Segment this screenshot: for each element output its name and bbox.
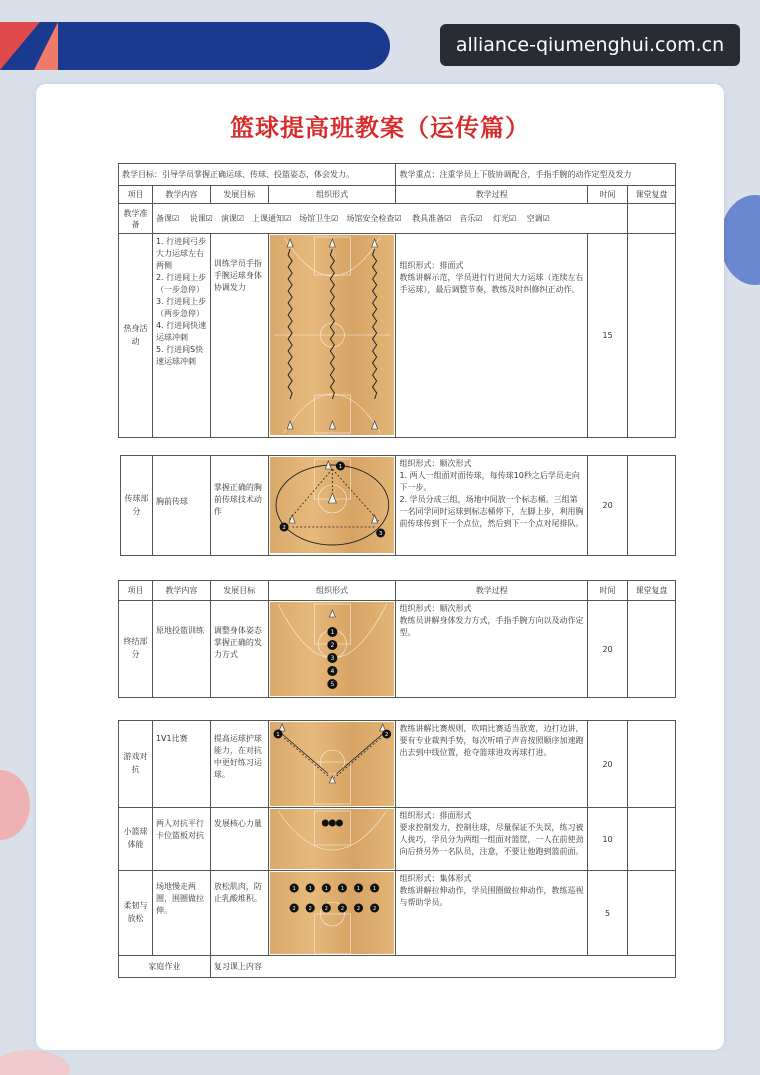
homework-label: 家庭作业 xyxy=(119,956,211,978)
lesson-table-passing xyxy=(120,455,676,556)
stretch-time: 5 xyxy=(588,871,628,956)
physical-goal: 发展核心力量 xyxy=(210,808,268,871)
stretch-num-2d: 2 xyxy=(340,906,344,912)
stretch-num-1f: 1 xyxy=(372,886,376,892)
stretch-num-1d: 1 xyxy=(340,886,344,892)
stretch-num-2c: 2 xyxy=(324,906,328,912)
passing-time: 20 xyxy=(588,456,628,556)
header-review: 课堂复盘 xyxy=(628,186,676,204)
stretch-num-1c: 1 xyxy=(324,886,328,892)
game-player-2-number: 2 xyxy=(384,732,389,738)
teaching-objective: 教学目标：引导学员掌握正确运球、传球、投篮姿态，体会发力。 xyxy=(119,164,396,186)
passing-content: 胸前传球 xyxy=(152,456,210,556)
passing-player-3-number: 3 xyxy=(378,531,383,537)
warmup-label: 热身活动 xyxy=(119,234,153,438)
stretch-court-diagram xyxy=(268,871,396,956)
finishing-process: 组织形式：顺次形式 教练员讲解身体发力方式，手指手腕方向以及动作定型。 xyxy=(396,601,588,698)
passing-goal: 掌握正确的胸前传球技术动作 xyxy=(210,456,268,556)
decor-circle-left xyxy=(0,770,30,840)
stretch-process: 组织形式：集体形式 教练讲解拉伸动作，学员围圈做拉伸动作，教练巡视与帮助学员。 xyxy=(396,871,588,956)
header-time: 时间 xyxy=(588,186,628,204)
header-dev-goal: 发展目标 xyxy=(210,186,268,204)
game-player-1-number: 1 xyxy=(276,732,280,738)
passing-court-diagram xyxy=(268,456,396,556)
lesson-table-finishing xyxy=(118,580,676,698)
header-time-2: 时间 xyxy=(588,581,628,601)
stretch-num-1a: 1 xyxy=(292,886,296,892)
warmup-goal: 训练学员手指手腕运球身体协调发力 xyxy=(210,234,268,438)
finishing-player-2-number: 2 xyxy=(330,642,335,649)
game-time: 20 xyxy=(588,721,628,808)
banner-triangle-pink xyxy=(34,22,58,70)
finishing-player-3-number: 3 xyxy=(330,655,335,662)
decor-circle-bottom xyxy=(0,1050,70,1075)
page-title: 篮球提高班教案（运传篇） xyxy=(230,114,530,142)
passing-player-1-number: 1 xyxy=(338,464,342,470)
warmup-content: 1. 行进间弓步大力运球左右两侧 2. 行进间上步（一步急停） 3. 行进间上步（两步急停） 4. 行进间快速运球冲刺 5. 行进间S快速运球冲刺 xyxy=(152,234,210,438)
header-project-2: 项目 xyxy=(119,581,153,601)
stretch-num-2f: 2 xyxy=(372,906,376,912)
header-process: 教学过程 xyxy=(396,186,588,204)
physical-time: 10 xyxy=(588,808,628,871)
physical-content: 两人对抗平行卡位篮板对抗 xyxy=(152,808,210,871)
game-process: 教练讲解比赛规则，吹哨比赛适当放宽，边打边讲，要有专业裁判手势，每次听哨子声音按照顺序加速跑出去到中线位置，抢夺篮球进攻再球打进。 xyxy=(396,721,588,808)
header-dev-goal-2: 发展目标 xyxy=(210,581,268,601)
physical-process: 组织形式：排面形式 要求控制发力，控制往球，尽量保证不失误，练习被人拢巧，学员分为两组一组面对篮筐，一人在前使劲向后挤另外一名队员，注意，不要让他跑到篮前面。 xyxy=(396,808,588,871)
passing-process: 组织形式：顺次形式 1. 两人一组面对面传球，每传球10秒之后学员走向下一步。 2. 学员分成三组，场地中间放一个标志桶。三组第一名同学同时运球到标志桶停下，左脚上步，利用胸前传球传到下一个点位，然后到下一个点对尾排队。 xyxy=(396,456,588,556)
passing-player-2-number: 2 xyxy=(282,525,286,531)
game-label: 游戏对抗 xyxy=(119,721,153,808)
game-content: 1V1比赛 xyxy=(152,721,210,808)
prep-label: 教学准备 xyxy=(119,204,153,234)
header-content: 教学内容 xyxy=(152,186,210,204)
game-court-diagram xyxy=(268,721,396,808)
stretch-num-2b: 2 xyxy=(308,906,312,912)
finishing-label: 终结部分 xyxy=(119,601,153,698)
warmup-process: 组织形式：排面式 教练讲解示范，学员进行行进间大力运球（连续左右手运球），最后调整节奏，教练及时纠修纠正动作。 xyxy=(396,234,588,438)
stretch-goal: 放松肌肉，防止乳酸堆积。 xyxy=(210,871,268,956)
header-content-2: 教学内容 xyxy=(152,581,210,601)
stretch-label: 柔韧与放松 xyxy=(119,871,153,956)
header-process-2: 教学过程 xyxy=(396,581,588,601)
teaching-key-point: 教学重点：注重学员上下肢协调配合，手指手腕的动作定型及发力 xyxy=(396,164,676,186)
header-organization: 组织形式 xyxy=(268,186,396,204)
lesson-table-warmup xyxy=(118,163,676,438)
banner-stripe xyxy=(0,22,390,70)
header-review-2: 课堂复盘 xyxy=(628,581,676,601)
decor-circle-right xyxy=(720,195,760,285)
header-organization-2: 组织形式 xyxy=(268,581,396,601)
stretch-num-2e: 2 xyxy=(356,906,360,912)
finishing-player-1-number: 1 xyxy=(330,629,335,636)
stretch-num-1b: 1 xyxy=(308,886,312,892)
stretch-content: 场地慢走两圈，围圈做拉伸。 xyxy=(152,871,210,956)
game-goal: 提高运球护球能力，在对抗中更好练习运球。 xyxy=(210,721,268,808)
lesson-table-games xyxy=(118,720,676,978)
passing-label: 传球部分 xyxy=(121,456,153,556)
physical-court-diagram xyxy=(268,808,396,871)
finishing-time: 20 xyxy=(588,601,628,698)
warmup-time: 15 xyxy=(588,234,628,438)
finishing-court-diagram xyxy=(268,601,396,698)
homework-content: 复习课上内容 xyxy=(210,956,675,978)
finishing-goal: 调整身体姿态掌握正确的发力方式 xyxy=(210,601,268,698)
finishing-player-5-number: 5 xyxy=(330,681,335,688)
stretch-num-2a: 2 xyxy=(292,906,296,912)
stretch-num-1e: 1 xyxy=(356,886,360,892)
finishing-content: 原地投篮训练 xyxy=(152,601,210,698)
prep-checklist: 备课☑ 说课☑ 演课☑ 上课通知☑ 场馆卫生☑ 场馆安全检查☑ 教具准备☑ 音乐☑ 灯光☑ 空调☑ xyxy=(152,204,627,234)
physical-label: 小篮球体能 xyxy=(119,808,153,871)
finishing-player-4-number: 4 xyxy=(330,668,335,675)
header-project: 项目 xyxy=(119,186,153,204)
warmup-court-diagram xyxy=(268,234,396,438)
watermark-badge: alliance-qiumenghui.com.cn xyxy=(440,24,740,66)
